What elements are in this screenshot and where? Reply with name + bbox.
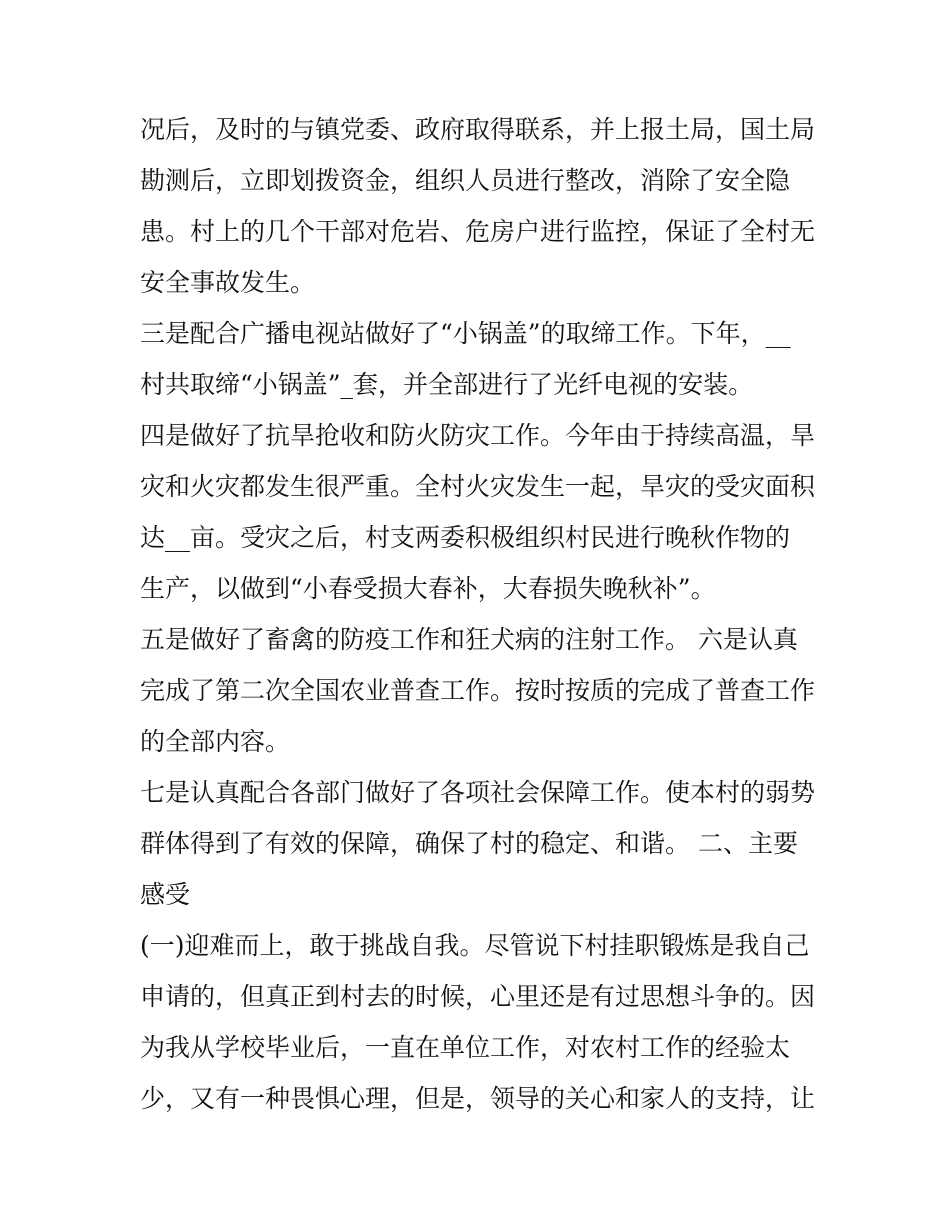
text-line: 灾和火灾都发生很严重。全村火灾发生一起，旱灾的受灾面积: [140, 472, 816, 501]
text-line: 安全事故发生。: [140, 268, 316, 297]
text-line: 七是认真配合各部门做好了各项社会保障工作。使本村的弱势: [140, 778, 816, 807]
text-line: 达__亩。受灾之后，村支两委积极组织村民进行晚秋作物的: [140, 523, 791, 552]
text-line: 三是配合广播电视站做好了“小锅盖”的取缔工作。下年，__: [140, 319, 791, 348]
text-line: 生产，以做到“小春受损大春补，大春损失晚秋补”。: [140, 574, 716, 603]
text-line: 五是做好了畜禽的防疫工作和狂犬病的注射工作。 六是认真: [140, 625, 798, 654]
text-line: 患。村上的几个干部对危岩、危房户进行监控，保证了全村无: [140, 217, 816, 246]
text-line: 感受: [140, 880, 191, 909]
text-line: 完成了第二次全国农业普查工作。按时按质的完成了普查工作: [140, 676, 816, 705]
body-text: [140, 104, 820, 1124]
text-line: 为我从学校毕业后，一直在单位工作，对农村工作的经验太: [140, 1033, 791, 1062]
text-line: 四是做好了抗旱抢收和防火防灾工作。今年由于持续高温，旱: [140, 421, 816, 450]
text-line: 的全部内容。: [140, 727, 291, 756]
text-line: 群体得到了有效的保障，确保了村的稳定、和谐。 二、主要: [140, 829, 798, 858]
text-line: (一)迎难而上，敢于挑战自我。尽管说下村挂职锻炼是我自己: [140, 931, 810, 960]
text-line: 村共取缔“小锅盖”_套，并全部进行了光纤电视的安装。: [140, 370, 754, 399]
text-line: 申请的，但真正到村去的时候，心里还是有过思想斗争的。因: [140, 982, 816, 1011]
text-line: 少，又有一种畏惧心理，但是，领导的关心和家人的支持，让: [140, 1084, 816, 1113]
text-line: 况后，及时的与镇党委、政府取得联系，并上报土局，国土局: [140, 115, 816, 144]
text-line: 勘测后，立即划拨资金，组织人员进行整改，消除了安全隐: [140, 166, 791, 195]
